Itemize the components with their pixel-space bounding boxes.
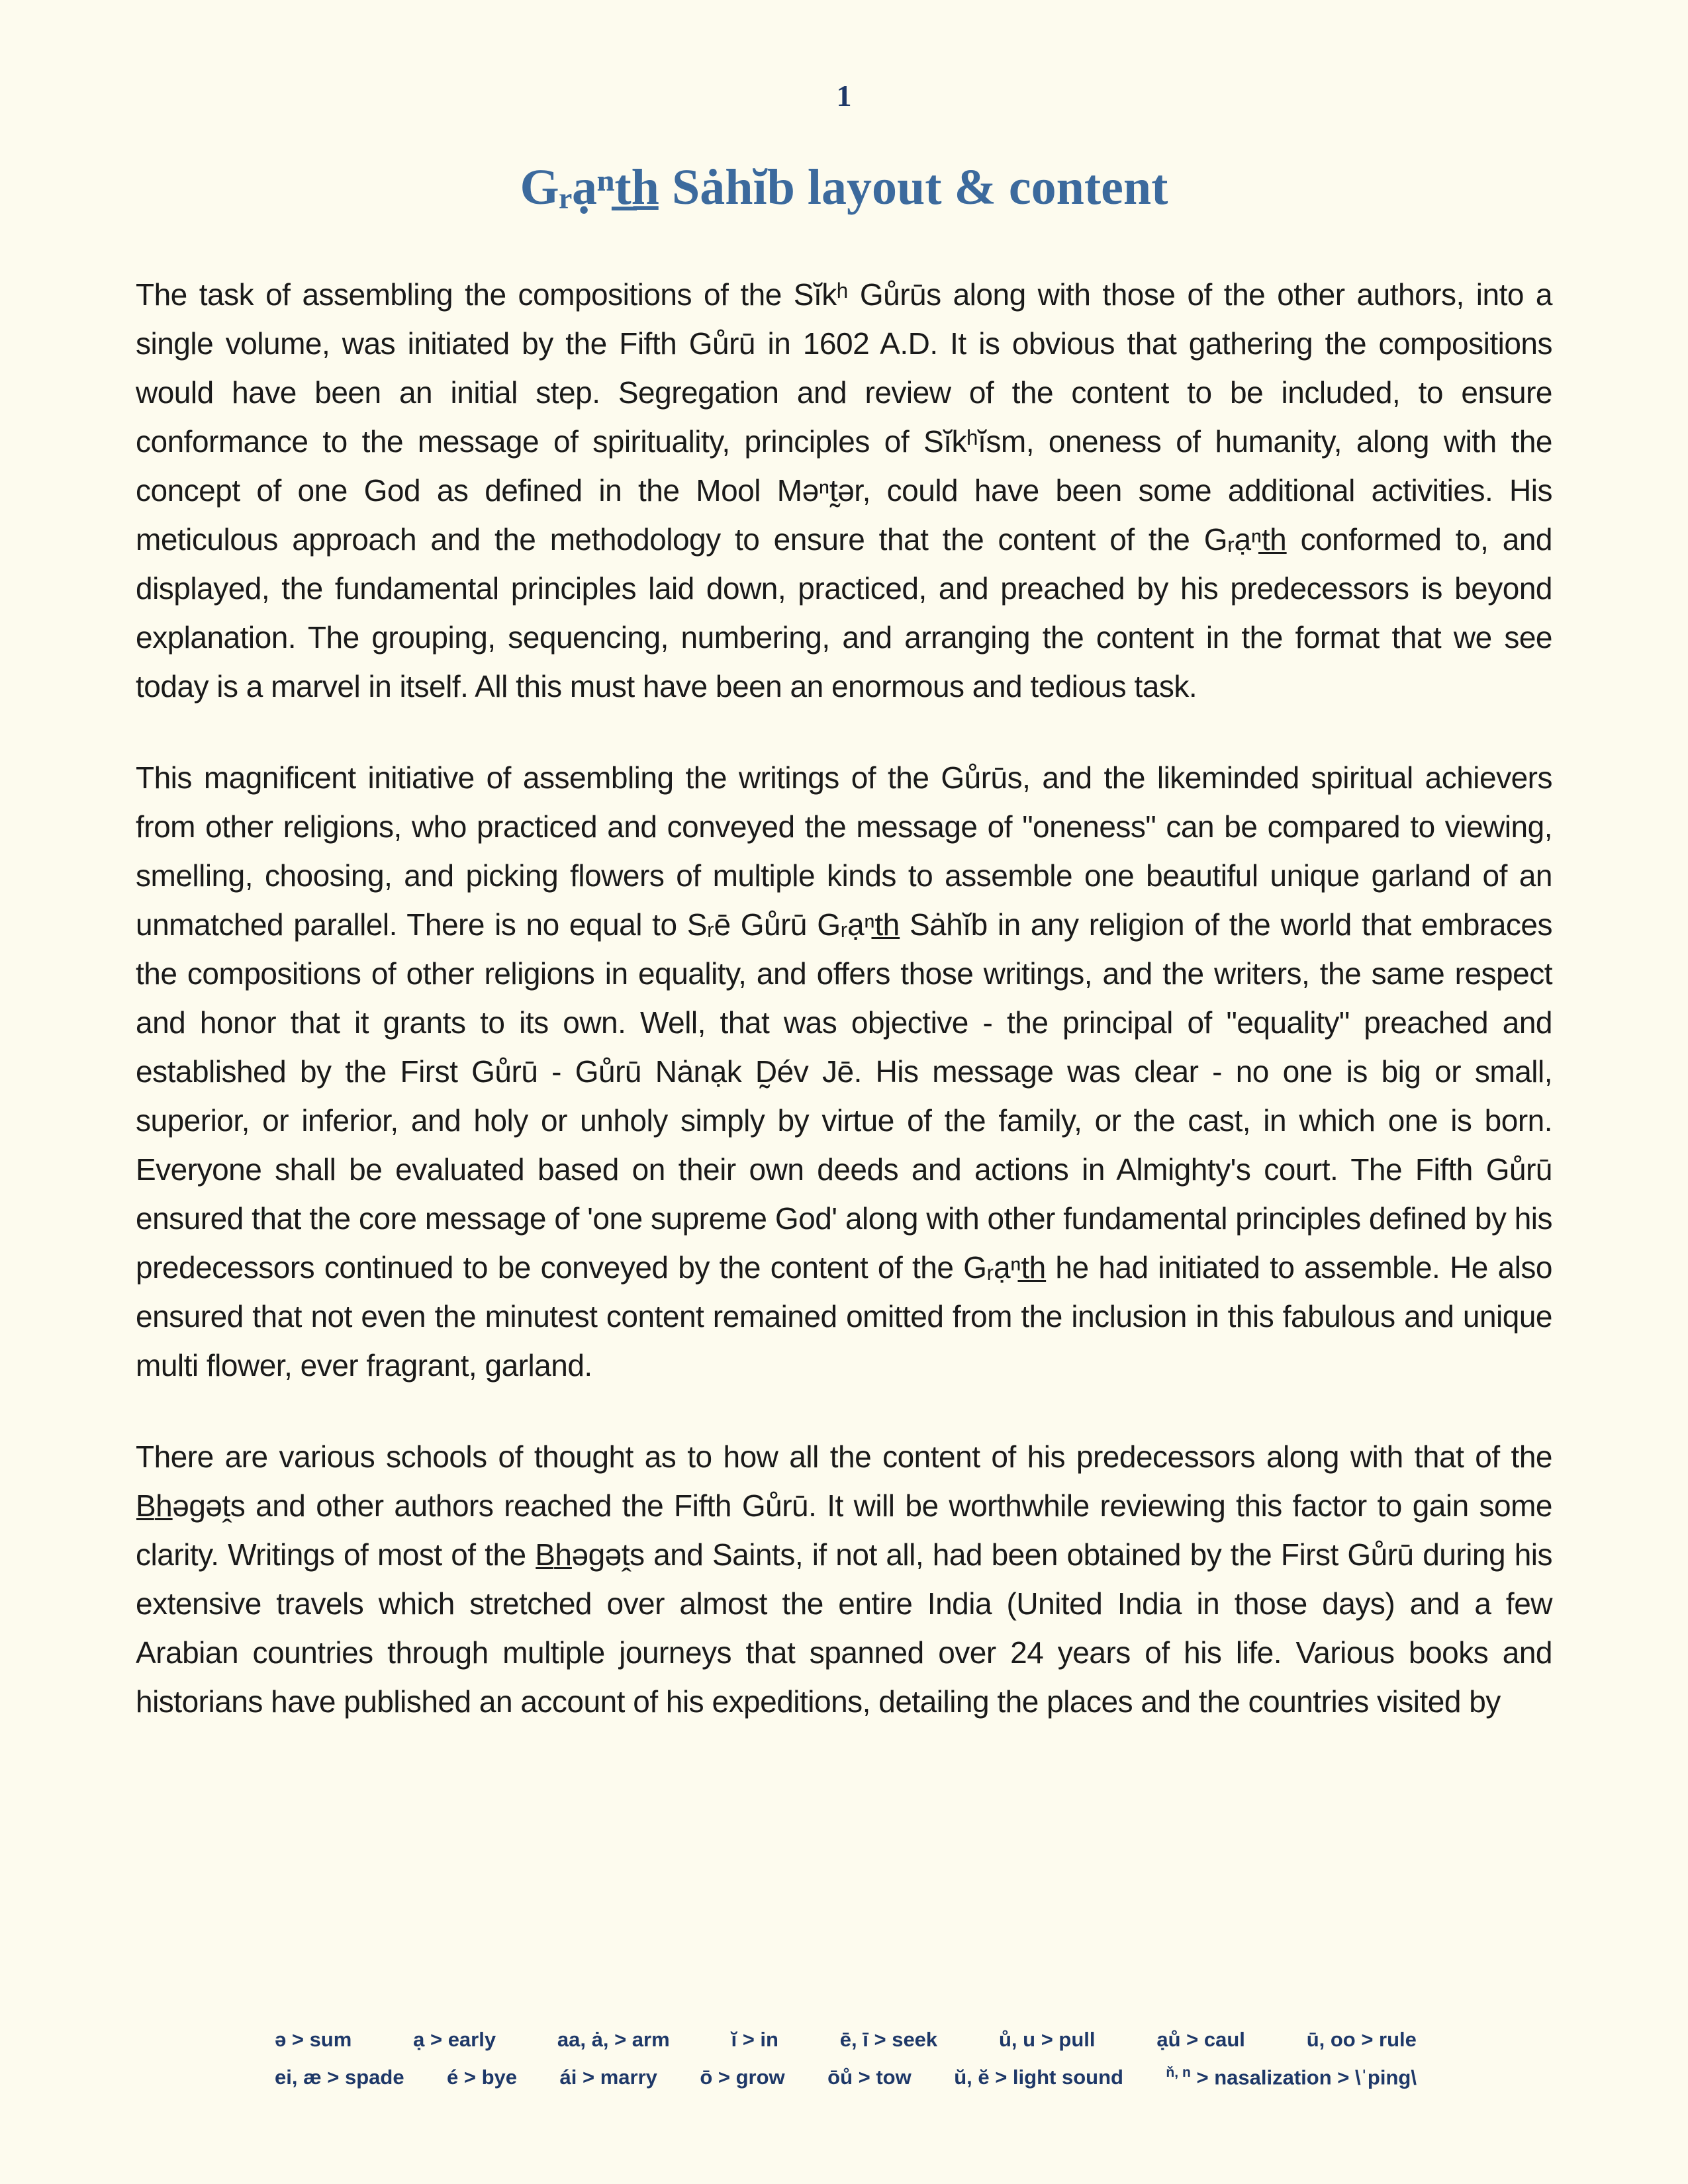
- nasalization-superscript: ň, n: [1166, 2065, 1191, 2080]
- pronunciation-item-pull: ů, u > pull: [998, 2028, 1096, 2051]
- pronunciation-item-bye: é > bye: [447, 2066, 518, 2089]
- pronunciation-item-early: ạ > early: [413, 2028, 496, 2051]
- pronunciation-item-grow: ō > grow: [700, 2066, 785, 2089]
- pronunciation-row-1: [275, 2028, 1417, 2052]
- pronunciation-item-marry: ái > marry: [559, 2066, 657, 2089]
- page-title: Gᵣạⁿt̲h̲ Sȧhĭb layout & content: [520, 159, 1168, 215]
- pronunciation-item-in: ĭ > in: [731, 2028, 778, 2051]
- nasalization-text: > nasalization > \ˈping\: [1190, 2066, 1417, 2089]
- pronunciation-item-light-sound: ŭ, ĕ > light sound: [954, 2066, 1123, 2089]
- pronunciation-item-seek: ē, ī > seek: [839, 2028, 938, 2051]
- pronunciation-row-2: [275, 2065, 1417, 2089]
- pronunciation-item-nasalization: [1166, 2065, 1417, 2089]
- document-body: [136, 270, 1552, 1768]
- pronunciation-item-caul: ạů > caul: [1156, 2028, 1245, 2051]
- pronunciation-item-rule: ū, oo > rule: [1306, 2028, 1417, 2051]
- pronunciation-item-arm: aa, ȧ, > arm: [557, 2028, 670, 2051]
- pronunciation-item-spade: ei, æ > spade: [275, 2066, 404, 2089]
- pronunciation-item-sum: ə > sum: [275, 2028, 352, 2051]
- paragraph-1: The task of assembling the compositions of the Sĭkʰ Gůrūs along with those of the other authors, into a single volume, was initiated by the Fifth Gůrū in 1602 A.D. It is obvious that gathering the compositions would have been an initial step. Segregation and review of the content to be included, to ensure conformance to the message of spirituality, principles of Sĭkʰĭsm, oneness of humanity, along with the concept of one God as defined in the Mool Məⁿt̰ər, could have been some additional activities. His meticulous approach and the methodology to ensure that the content of the Gᵣạⁿt̲h̲ conformed to, and displayed, the fundamental principles laid down, practiced, and preached by his predecessors is beyond explanation. The grouping, sequencing, numbering, and arranging the content in the format that we see today is a marvel in itself. All this must have been an enormous and tedious task.: [136, 277, 1552, 704]
- pronunciation-guide: [275, 2028, 1417, 2089]
- page-number: 1: [836, 79, 852, 113]
- paragraph-2: This magnificent initiative of assembling the writings of the Gůrūs, and the likeminded spiritual achievers from other religions, who practiced and conveyed the message of "oneness" can be compared to viewing, smelling, choosing, and picking flowers of multiple kinds to assemble one beautiful unique garland of an unmatched parallel. There is no equal to Sᵣē Gůrū Gᵣạⁿt̲h̲ Sȧhĭb in any religion of the world that embraces the compositions of other religions in equality, and offers those writings, and the writers, the same respect and honor that it grants to its own. Well, that was objective - the principal of "equality" preached and established by the First Gůrū - Gůrū Nȧnạk D̰év Jē. His message was clear - no one is big or small, superior, or inferior, and holy or unholy simply by virtue of the family, or the cast, in which one is born. Everyone shall be evaluated based on their own deeds and actions in Almighty's court. The Fifth Gůrū ensured that the core message of 'one supreme God' along with other fundamental principles defined by his predecessors continued to be conveyed by the content of the Gᵣạⁿt̲h̲ he had initiated to assemble. He also ensured that not even the minutest content remained omitted from the inclusion in this fabulous and unique multi flower, ever fragrant, garland.: [136, 760, 1552, 1383]
- paragraph-3: There are various schools of thought as to how all the content of his predecessors along with that of the B̲h̲əgəṱs and other authors reached the Fifth Gůrū. It will be worthwhile reviewing this factor to gain some clarity. Writings of most of the B̲h̲əgəṱs and Saints, if not all, had been obtained by the First Gůrū during his extensive travels which stretched over almost the entire India (United India in those days) and a few Arabian countries through multiple journeys that spanned over 24 years of his life. Various books and historians have published an account of his expeditions, detailing the places and the countries visited by: [136, 1439, 1552, 1719]
- pronunciation-item-tow: ōů > tow: [827, 2066, 912, 2089]
